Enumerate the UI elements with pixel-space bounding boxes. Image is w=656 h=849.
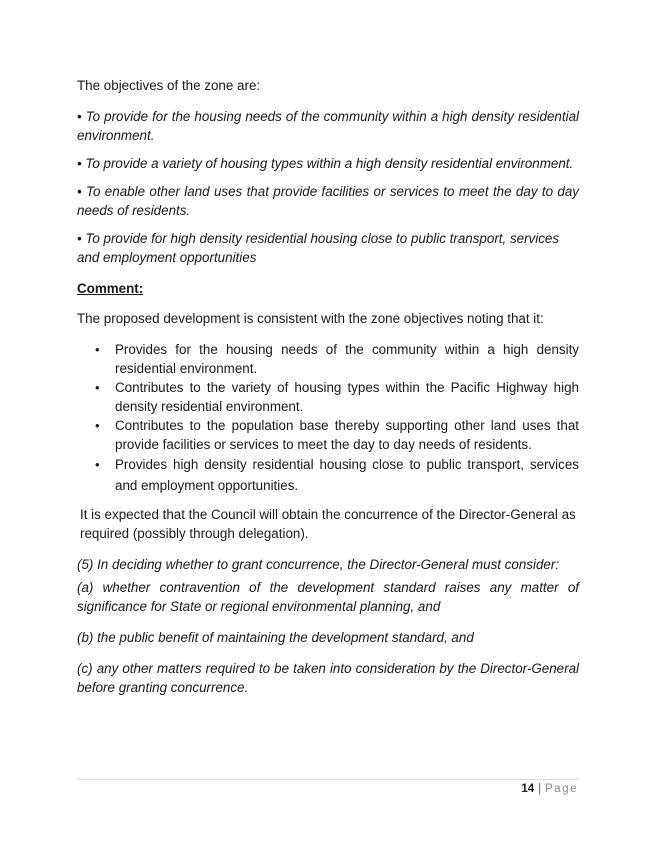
comment-point <box>95 454 579 496</box>
clause-5-c: (c) any other matters required to be taken into consideration by the Director-General before granting concurrence. <box>77 661 579 695</box>
clause-5-b: (b) the public benefit of maintaining the development standard, and <box>77 630 474 645</box>
footer-divider <box>77 779 579 780</box>
objective-item: • To enable other land uses that provide facilities or services to meet the day to day needs of residents. <box>77 184 579 218</box>
comment-point <box>95 416 579 454</box>
bullet-icon: • <box>95 342 100 357</box>
concurrence-paragraph: It is expected that the Council will obtain the concurrence of the Director-General as required (possibly through delegation). <box>80 507 576 541</box>
comment-point-text: Contributes to the population base thereby supporting other land uses that provide facilities or services to meet the day to day needs of residents. <box>115 418 579 452</box>
comment-point-text: Provides high density residential housing close to public transport, services and employment opportunities. <box>115 457 579 493</box>
comment-point-text: Provides for the housing needs of the community within a high density residential environment. <box>115 342 579 376</box>
objective-item: • To provide for the housing needs of the community within a high density residential environment. <box>77 109 579 143</box>
bullet-icon: • <box>95 380 100 395</box>
bullet-icon: • <box>95 457 100 472</box>
clause-5-a: (a) whether contravention of the development standard raises any matter of significance for State or regional environmental planning, and <box>77 580 579 614</box>
objective-item: • To provide a variety of housing types within a high density residential environment. <box>77 156 574 171</box>
comment-intro: The proposed development is consistent with the zone objectives noting that it: <box>77 311 544 326</box>
page-body <box>77 76 579 706</box>
bullet-icon: • <box>95 418 100 433</box>
objective-item: • To provide for high density residential housing close to public transport, services and employment opportunities <box>77 231 560 265</box>
comment-point-text: Contributes to the variety of housing types within the Pacific Highway high density residential environment. <box>115 380 579 414</box>
comment-point <box>95 378 579 416</box>
page-footer <box>521 781 578 797</box>
clause-5-lead: (5) In deciding whether to grant concurrence, the Director-General must consider: <box>77 557 560 572</box>
comment-point-list <box>77 340 579 496</box>
page-label: Page <box>545 783 578 795</box>
comment-point <box>95 340 579 378</box>
comment-heading: Comment: <box>77 281 144 296</box>
objectives-intro: The objectives of the zone are: <box>77 78 261 93</box>
footer-separator: | <box>538 783 542 795</box>
page-number: 14 <box>521 783 535 795</box>
